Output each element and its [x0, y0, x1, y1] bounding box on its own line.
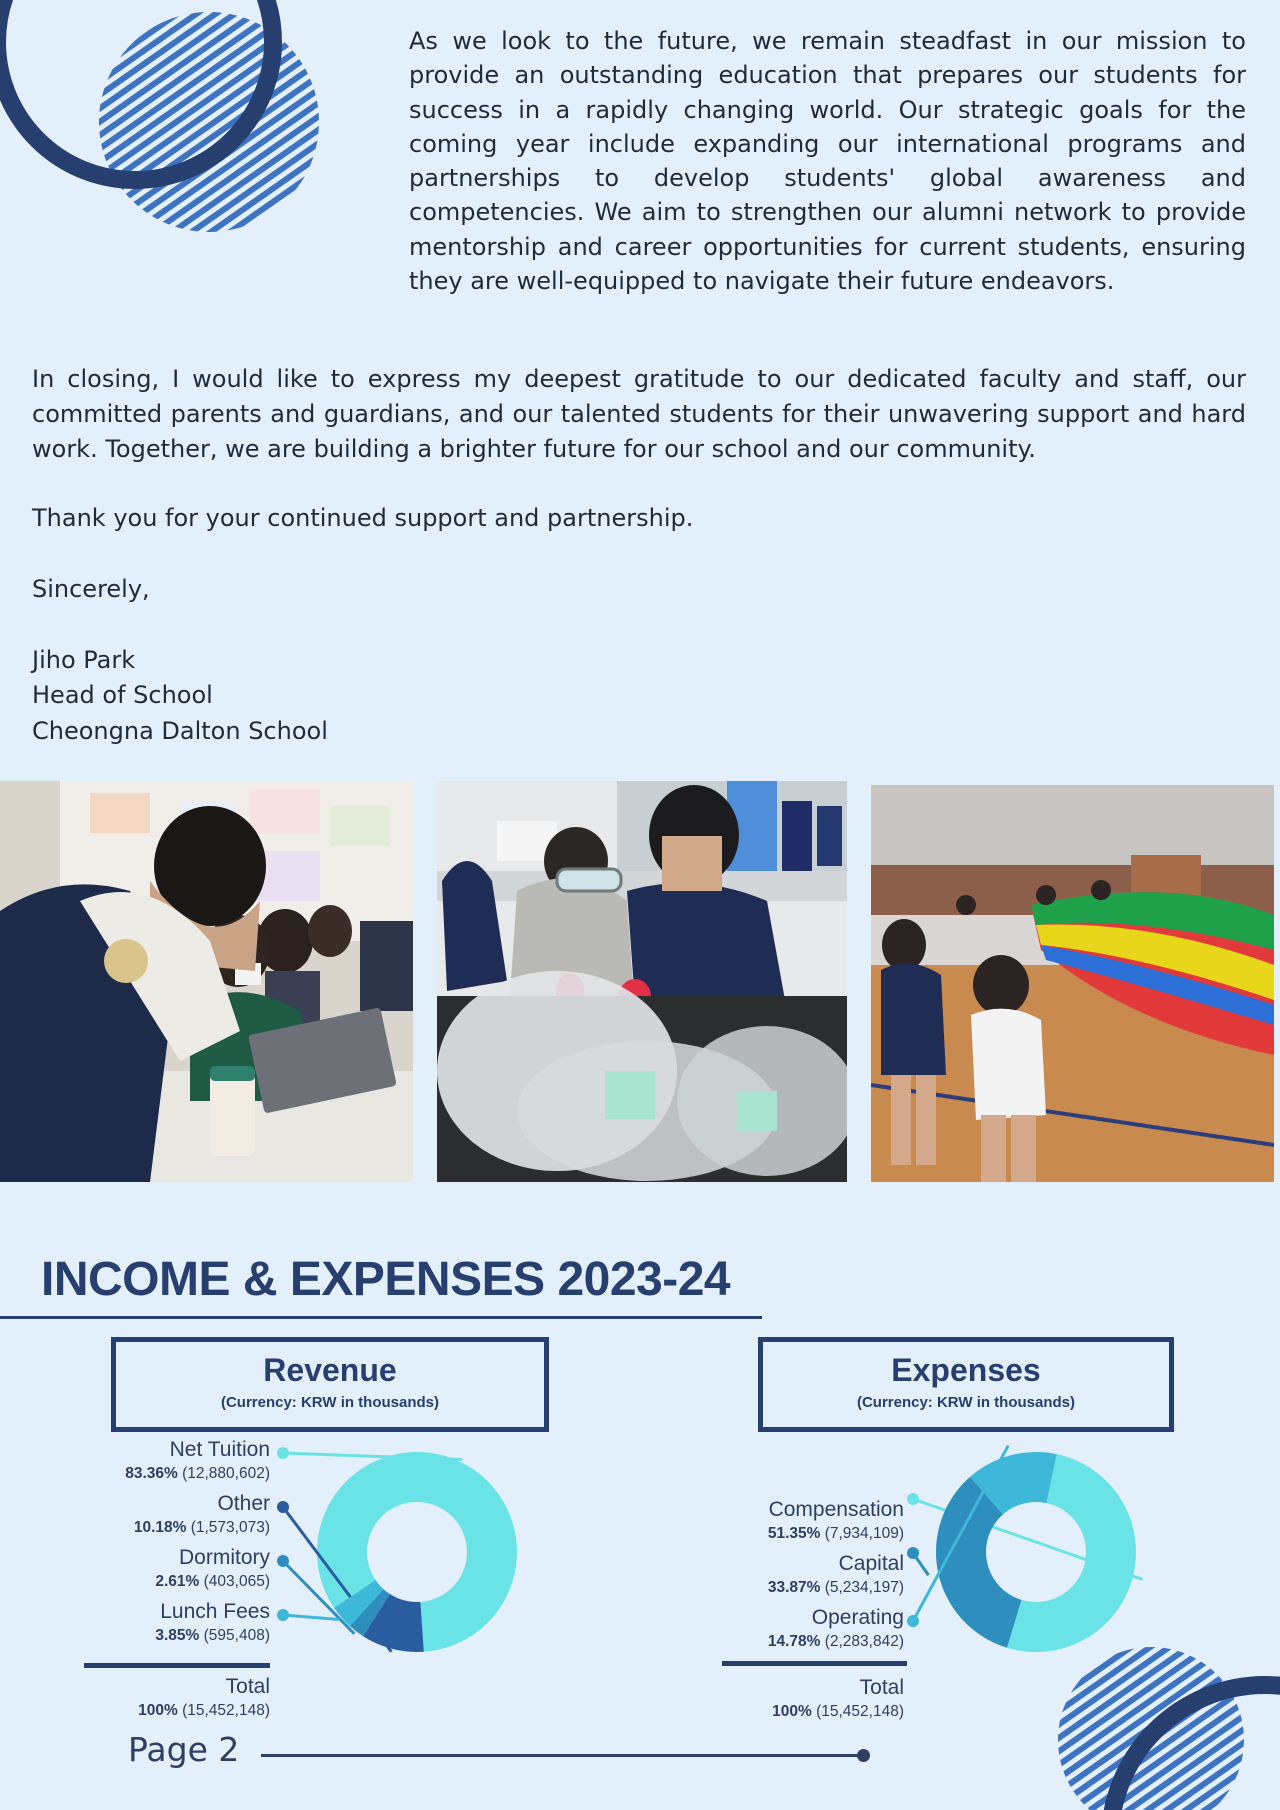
- revenue-total: [138, 1674, 270, 1722]
- legend-label: Other: [217, 1492, 270, 1515]
- page-number: Page 2: [128, 1730, 240, 1769]
- expenses-total-rule: [722, 1661, 907, 1666]
- revenue-slice-other: [363, 1594, 424, 1652]
- expenses-title: Expenses: [891, 1352, 1041, 1388]
- expenses-legend-capital: [768, 1551, 904, 1599]
- decorative-circle-top: [0, 0, 320, 240]
- finance-heading: INCOME & EXPENSES 2023-24: [41, 1253, 731, 1306]
- leader-dot-lunch-fees: [277, 1609, 289, 1621]
- revenue-total-rule: [84, 1663, 270, 1668]
- sign-off: Sincerely,: [32, 575, 150, 603]
- footer-rule: [261, 1754, 863, 1757]
- legend-value: 33.87% (5,234,197): [767, 1579, 904, 1596]
- legend-label: Lunch Fees: [160, 1600, 270, 1623]
- photo-classroom-laptop: [0, 781, 413, 1182]
- leader-line-other: [283, 1507, 391, 1652]
- revenue-currency-note: (Currency: KRW in thousands): [220, 1394, 440, 1411]
- legend-label: Capital: [838, 1552, 904, 1575]
- expenses-title-box: [758, 1337, 1174, 1432]
- leader-line-lunch-fees: [283, 1615, 339, 1619]
- leader-dot-compensation: [907, 1493, 919, 1505]
- total-label: Total: [225, 1675, 270, 1698]
- legend-value: 2.61% (403,065): [155, 1573, 270, 1590]
- total-value: 100% (15,452,148): [138, 1702, 270, 1719]
- legend-value: 83.36% (12,880,602): [125, 1465, 270, 1482]
- leader-dot-dormitory: [277, 1555, 289, 1567]
- legend-label: Net Tuition: [169, 1438, 270, 1461]
- expenses-slice-operating: [970, 1452, 1057, 1514]
- heading-underline: [0, 1316, 762, 1319]
- revenue-title: Revenue: [263, 1352, 397, 1388]
- revenue-title-box: [111, 1337, 549, 1432]
- legend-value: 51.35% (7,934,109): [767, 1525, 904, 1542]
- thanks-line: Thank you for your continued support and partnership.: [32, 504, 694, 532]
- leader-line-operating: [913, 1446, 1008, 1621]
- revenue-legend-lunch-fees: [155, 1599, 270, 1647]
- intro-paragraph: As we look to the future, we remain steadfast in our mission to provide an outstanding education that prepares our students for success in a rapidly changing world. Our strategic goals for the coming year include expanding our international programs and partnerships to develop students' global awareness and competencies. We aim to strengthen our alumni network to provide mentorship and career opportunities for current students, ensuring they are well-equipped to navigate their future endeavors.: [409, 27, 1246, 296]
- signer-name: Jiho Park: [32, 646, 136, 674]
- legend-value: 14.78% (2,283,842): [767, 1633, 904, 1650]
- leader-line-net-tuition: [283, 1453, 462, 1459]
- signer-title: Head of School: [32, 681, 213, 709]
- revenue-slice-dormitory: [350, 1589, 390, 1636]
- legend-label: Operating: [811, 1606, 904, 1629]
- leader-line-dormitory: [283, 1561, 354, 1634]
- expenses-legend-operating: [768, 1605, 904, 1653]
- photo-science-experiment: [437, 781, 847, 1182]
- leader-dot-capital: [907, 1547, 919, 1559]
- expenses-total: [772, 1675, 904, 1723]
- decorative-circle-bottom: [1040, 1640, 1280, 1810]
- photo-gym-parachute: [871, 785, 1274, 1182]
- legend-label: Dormitory: [178, 1546, 270, 1569]
- leader-dot-operating: [907, 1615, 919, 1627]
- expenses-slice-compensation: [1007, 1454, 1136, 1652]
- footer-rule-dot: [857, 1749, 870, 1762]
- signer-school: Cheongna Dalton School: [32, 717, 328, 745]
- expenses-currency-note: (Currency: KRW in thousands): [856, 1394, 1076, 1411]
- leader-line-compensation: [913, 1499, 1143, 1579]
- legend-value: 10.18% (1,573,073): [133, 1519, 270, 1536]
- leader-dot-other: [277, 1501, 289, 1513]
- total-value: 100% (15,452,148): [772, 1703, 904, 1720]
- revenue-legend-dormitory: [155, 1545, 270, 1593]
- leader-line-capital: [913, 1553, 928, 1575]
- total-label: Total: [859, 1676, 904, 1699]
- expenses-slice-capital: [936, 1477, 1022, 1648]
- revenue-legend-other: [134, 1491, 270, 1539]
- legend-value: 3.85% (595,408): [155, 1627, 270, 1644]
- revenue-slice-net-tuition: [317, 1452, 517, 1652]
- expenses-legend-compensation: [768, 1497, 904, 1545]
- revenue-slice-lunch-fees: [334, 1580, 383, 1626]
- closing-paragraph: In closing, I would like to express my deepest gratitude to our dedicated faculty and staff, our committed parents and guardians, and our talented students for their unwavering support and hard work. Together, we are building a brighter future for our school and our community.: [32, 365, 1246, 463]
- revenue-legend-net-tuition: [125, 1437, 270, 1485]
- leader-dot-net-tuition: [277, 1447, 289, 1459]
- legend-label: Compensation: [768, 1498, 904, 1521]
